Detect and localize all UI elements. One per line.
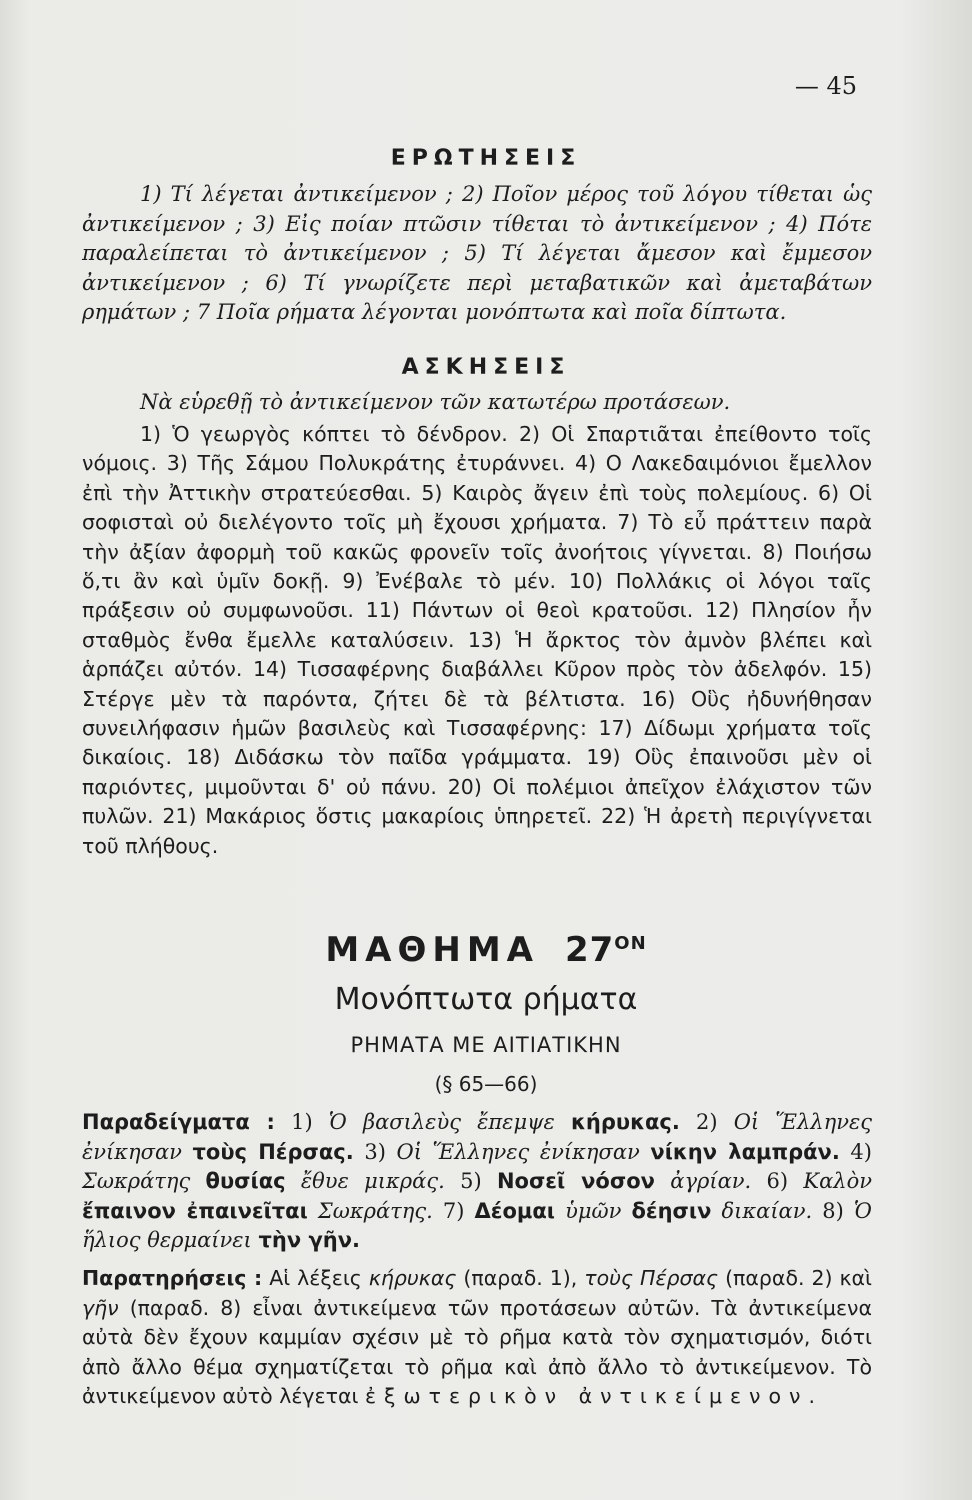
example-6-adj: Καλὸν [803,1169,872,1193]
example-6-num: 6) [766,1169,789,1193]
questions-text: 1) Τί λέγεται ἀντικείμενον ; 2) Ποῖον μέρος τοῦ λόγου τίθεται ὡς ἀντικείμενον ; 3) Εἰς ποίαν πτῶσιν τίθεται τὸ ἀντικείμενον ; 4) Πότε παραλείπεται τὸ ἀντικείμενον ; 5) Τί λέγεται ἄμεσον καὶ ἔμμεσον ἀντικείμενον ; 6) Τί γνωρίζετε περὶ μεταβατικῶν καὶ ἀμεταβάτων ρημάτων ; 7 Ποῖα ρήματα λέγονται μονόπτωτα καὶ ποῖα δίπτωτα. [82,182,872,324]
example-1-text: Ὁ βασιλεὺς ἔπεμψε [328,1110,555,1134]
example-6-object: ἔπαινον ἐπαινεῖται [82,1198,308,1223]
example-8-num: 8) [822,1198,844,1223]
example-7-num: 7) [442,1198,465,1223]
example-2-object: τοὺς Πέρσας. [192,1139,354,1164]
lesson-label: ΜΑΘΗΜΑ [325,930,539,970]
page-number: — 45 [794,72,857,100]
example-2-num: 2) [695,1110,718,1134]
example-8-object: τὴν γῆν. [258,1228,360,1252]
lesson-number-suffix: ΟΝ [614,933,647,954]
section-title: ΡΗΜΑΤΑ ΜΕ ΑΙΤΙΑΤΙΚΗΝ [350,1033,622,1057]
remarks-text-3: (παραδ. 2) καὶ [725,1266,872,1290]
remarks-text-1: Αἱ λέξεις [269,1266,362,1290]
example-7-adj: δικαίαν. [721,1198,813,1223]
example-5-object: Νοσεῖ νόσον [496,1169,655,1193]
lesson-number-value: 27 [564,930,615,970]
remarks-label: Παρατηρήσεις : [82,1266,263,1290]
remarks-text-4: (παραδ. 8) εἶναι ἀντικείμενα τῶν προτάσεων αὐτῶν. Τὰ ἀντικείμενα αὐτὰ δὲν ἔχουν καμμίαν σχέσιν μὲ τὸ ρῆμα κατὰ τὸν σχηματισμόν, διότι ἀπὸ ἄλλο θέμα σχηματίζεται τὸ ρῆμα καὶ ἀπὸ ἄλλο τὸ ἀντικείμενον. Τὸ ἀντικείμενον αὐτὸ λέγεται [82,1295,872,1409]
example-5-num: 5) [460,1169,482,1193]
remarks-term: ἐξωτερικὸν ἀντικείμενον. [364,1384,824,1409]
example-1-num: 1) [291,1110,313,1134]
examples-label: Παραδείγματα : [82,1110,275,1134]
example-3-text: Οἱ Ἕλληνες ἐνίκησαν [396,1139,640,1164]
example-1-object: κήρυκας. [570,1110,680,1134]
example-7-genitive: ὑμῶν [565,1198,622,1223]
questions-heading: ΕΡΩΤΗΣΕΙΣ [390,146,582,171]
example-7-verb: Δέομαι [474,1198,555,1223]
paragraph-reference: (§ 65—66) [434,1072,538,1096]
exercises-text: 1) Ὁ γεωργὸς κόπτει τὸ δένδρον. 2) Οἱ Σπαρτιᾶται ἐπείθοντο τοῖς νόμοις. 3) Τῆς Σάμου Πολυκράτης ἐτυράννει. 4) Ο Λακεδαιμόνιοι ἔμελλον ἐπὶ τὴν Ἀττικὴν στρατεύεσθαι. 5) Καιρὸς ἄγειν ἐπὶ τοὺς πολεμίους. 6) Οἱ σοφισταὶ οὐ διελέγοντο τοῖς μὴ ἔχουσι χρήματα. 7) Τὸ εὖ πράττειν παρὰ τὴν ἀξίαν ἀφορμὴ τοῦ κακῶς φρονεῖν τοῖς ἀνοήτοις γίγνεται. 8) Ποιήσω ὅ,τι ἂν καὶ ὑμῖν δοκῇ. 9) Ἐνέβαλε τὸ μέν. 10) Πολλάκις οἱ λόγοι ταῖς πράξεσιν οὐ συμφωνοῦσι. 11) Πάντων οἱ θεοὶ κρατοῦσι. 12) Πλησίον ἦν σταθμὸς ἔνθα ἔμελλε καταλύσειν. 13) Ἡ ἄρκτος τὸν ἀμνὸν βλέπει καὶ ἁρπάζει αὐτόν. 14) Τισσαφέρνης διαβάλλει Κῦρον πρὸς τὸν ἀδελφόν. 15) Στέργε μὲν τὰ παρόντα, ζήτει δὲ τὰ βέλτιστα. 16) Οὓς ἠδυνήθησαν συνειλήφασιν ἡμῶν βασιλεὺς καὶ Τισσαφέρνης: 17) Δίδωμι χρήματα τοῖς δικαίοις. 18) Διδάσκω τὸν παῖδα γράμματα. 19) Οὓς ἐπαινοῦσι μὲν οἱ παριόντες, μιμοῦνται δ' οὐ πάνυ. 20) Οἱ πολέμιοι ἀπεῖχον ἐλάχιστον τῶν πυλῶν. 21) Μακάριος ὅστις μακαρίοις ὑπηρετεῖ. 22) Ἡ ἀρετὴ περιγίγνεται τοῦ πλήθους. [82,422,872,858]
example-3-object: νίκην λαμπράν. [650,1139,840,1164]
remarks-word-3: γῆν [82,1295,119,1320]
example-7-object: δέησιν [631,1198,712,1223]
example-6-subject: Σωκράτης. [317,1198,433,1223]
lesson-number [565,930,647,970]
remarks-word-2: τοὺς Πέρσας [584,1266,719,1290]
example-4-rest: ἔθυε μικράς. [300,1169,445,1193]
remarks-word-1: κήρυκας [368,1266,457,1290]
example-2-text: Οἱ Ἕλληνες ἐνίκησαν [82,1110,872,1164]
lesson-title [0,930,972,970]
examples-block [82,1108,872,1256]
example-8-text: Ὁ ἥλιος θερμαίνει [82,1198,872,1252]
example-4-subject: Σωκράτης [82,1169,191,1193]
remarks-block [82,1264,872,1412]
example-5-rest: ἀγρίαν. [670,1169,752,1193]
exercises-intro: Νὰ εὑρεθῇ τὸ ἀντικείμενον τῶν κατωτέρω προτάσεων. [140,390,731,414]
lesson-subtitle: Μονόπτωτα ρήματα [334,982,638,1017]
example-3-num: 3) [364,1139,386,1164]
exercises-heading: ΑΣΚΗΣΕΙΣ [401,355,571,380]
example-4-num: 4) [850,1139,872,1164]
example-4-object: θυσίας [205,1169,286,1193]
remarks-text-2: (παραδ. 1), [463,1266,578,1290]
